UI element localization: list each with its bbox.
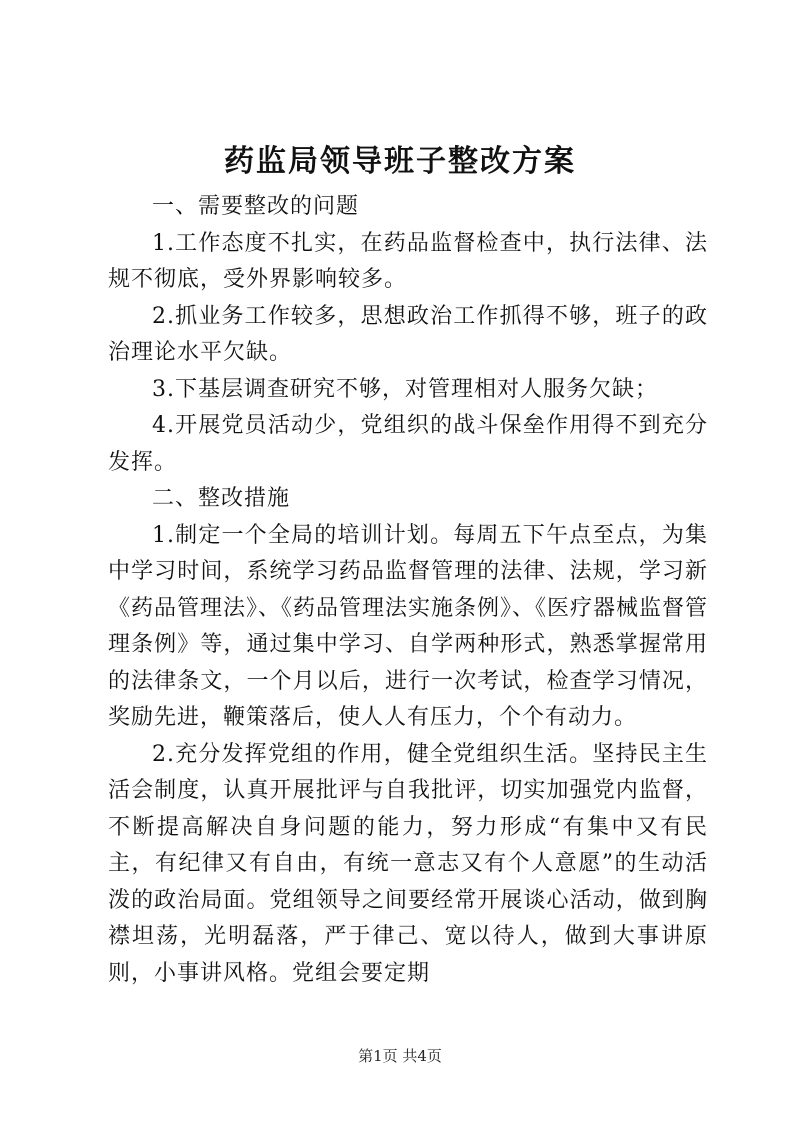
document-body [108, 189, 708, 992]
problem-item-3: 3.下基层调查研究不够，对管理相对人服务欠缺； [152, 376, 658, 402]
page-number-footer: 第1页 共4页 [358, 1047, 442, 1065]
measure-item-1: 1.制定一个全局的培训计划。每周五下午点至点，为集中学习时间，系统学习药品监督管理的法律、法规，学习新《药品管理法》、《药品管理法实施条例》、《医疗器械监督管理条例》等，通过集中学习、自学两种形式，熟悉掌握常用的法律条文，一个月以后，进行一次考试，检查学习情况，奖励先进，鞭策落后，使人人有压力，个个有动力。 [108, 522, 709, 730]
section-heading-measures: 二、整改措施 [152, 486, 291, 511]
problem-item-4: 4.开展党员活动少，党组织的战斗保垒作用得不到充分发挥。 [108, 413, 708, 475]
problem-item-1: 1.工作态度不扎实，在药品监督检查中，执行法律、法规不彻底，受外界影响较多。 [108, 230, 708, 292]
measure-item-2: 2.充分发挥党组的作用，健全党组织生活。坚持民主生活会制度，认真开展批评与自我批评，切实加强党内监督，不断提高解决自身问题的能力，努力形成“有集中又有民主，有纪律又有自由，有统一意志又有个人意愿”的生动活泼的政治局面。党组领导之间要经常开展谈心活动，做到胸襟坦荡，光明磊落，严于律己、宽以待人，做到大事讲原则，小事讲风格。党组会要定期 [108, 741, 708, 986]
document-title: 药监局领导班子整改方案 [224, 144, 576, 179]
section-heading-problems: 一、需要整改的问题 [152, 194, 360, 219]
problem-item-2: 2.抓业务工作较多，思想政治工作抓得不够，班子的政治理论水平欠缺。 [108, 303, 708, 365]
